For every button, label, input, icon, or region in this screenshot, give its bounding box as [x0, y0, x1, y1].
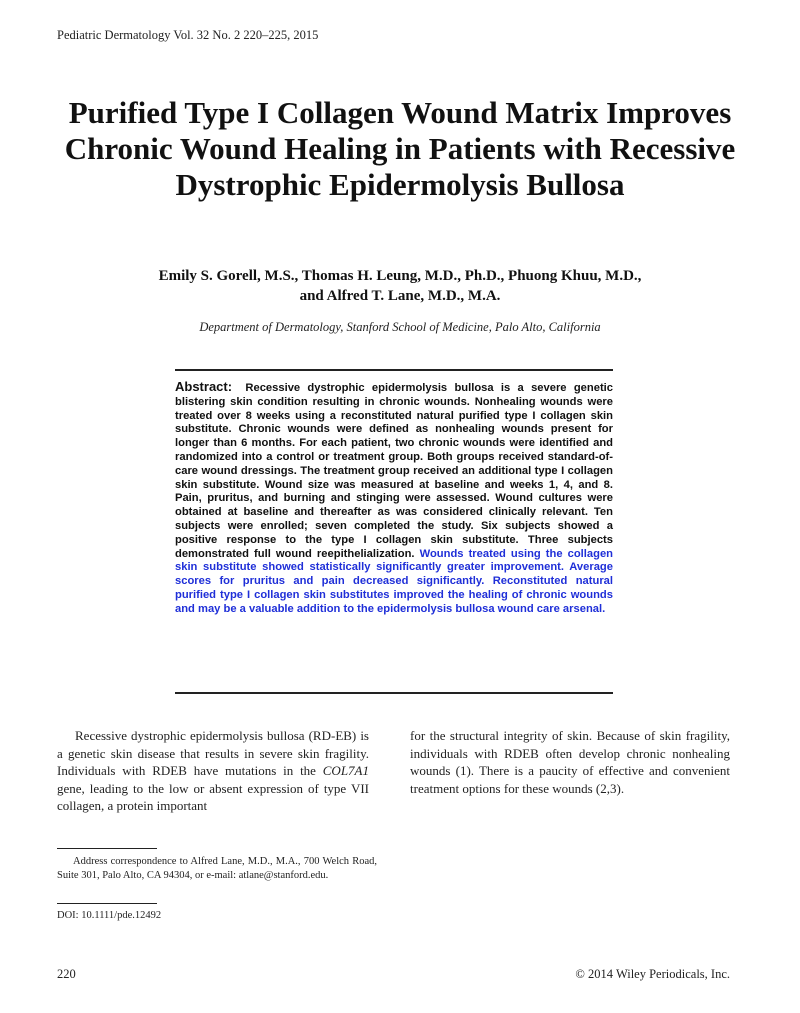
- abstract-highlight: Wounds treated using the collagen skin substitute showed statistically significantly greater improvement. Average scores for pruritus and pain decreased significantly. Reconstituted natural purified type I collagen skin substitutes improved the healing of chronic wounds and may be a valuable addition to the epidermolysis bullosa wound care arsenal.: [175, 547, 614, 615]
- abstract: [175, 380, 613, 617]
- correspondence-footnote: Address correspondence to Alfred Lane, M.D., M.A., 700 Welch Road, Suite 301, Palo Alto, CA 94304, or e-mail: atlane@stanford.edu.: [57, 856, 377, 881]
- footnote-rule: [57, 848, 157, 849]
- running-header: Pediatric Dermatology Vol. 32 No. 2 220–225, 2015: [57, 28, 319, 42]
- doi: DOI: 10.1111/pde.12492: [57, 910, 162, 921]
- doi-rule: [57, 903, 157, 904]
- abstract-top-rule: [175, 369, 613, 371]
- body-text: Recessive dystrophic epidermolysis bullosa (RD-EB) is a genetic skin disease that results in severe skin fragility. Individuals with RDEB have mutations in the: [57, 728, 369, 778]
- abstract-bottom-rule: [175, 692, 613, 694]
- gene-name: COL7A1: [322, 763, 369, 778]
- affiliation: Department of Dermatology, Stanford School of Medicine, Palo Alto, California: [199, 320, 601, 334]
- body-column-right: for the structural integrity of skin. Because of skin fragility, individuals with RDEB often develop chronic nonhealing wounds (1). There is a paucity of effective and convenient treatment options for these wounds (2,3).: [410, 728, 730, 796]
- body-column-left: [57, 727, 369, 815]
- abstract-label: Abstract:: [175, 379, 233, 394]
- author-list: [60, 266, 740, 306]
- page-number: 220: [57, 967, 76, 981]
- abstract-body: Recessive dystrophic epidermolysis bullosa is a severe genetic blistering skin condition resulting in chronic wounds. Nonhealing wounds were treated over 8 weeks using a reconstituted natural purified type I collagen skin substitute. Chronic wounds were defined as nonhealing wounds present for longer than 6 months. For each patient, two chronic wounds were identified and randomized into a control or treatment group. Both groups received standard-of-care wound dressings. The treatment group received an additional type I collagen skin substitute. Wound size was measured at baseline and weeks 1, 4, and 8. Pain, pruritus, and burning and stinging were assessed. Wound cultures were obtained at baseline and thereafter as was considered clinically relevant. Ten subjects were enrolled; seven completed the study. Six subjects showed a positive response to the type I collagen skin substitute. Three subjects demonstrated full wound reepithelialization.: [175, 382, 613, 560]
- article-title: Purified Type I Collagen Wound Matrix Improves Chronic Wound Healing in Patients with Recessive Dystrophic Epidermolysis Bullosa: [64, 95, 736, 202]
- author-line-1: Emily S. Gorell, M.S., Thomas H. Leung, M.D., Ph.D., Phuong Khuu, M.D.,: [158, 268, 642, 284]
- copyright: © 2014 Wiley Periodicals, Inc.: [575, 967, 730, 981]
- author-line-2: and Alfred T. Lane, M.D., M.A.: [299, 288, 501, 304]
- body-text: gene, leading to the low or absent expression of type VII collagen, a protein important: [57, 780, 369, 813]
